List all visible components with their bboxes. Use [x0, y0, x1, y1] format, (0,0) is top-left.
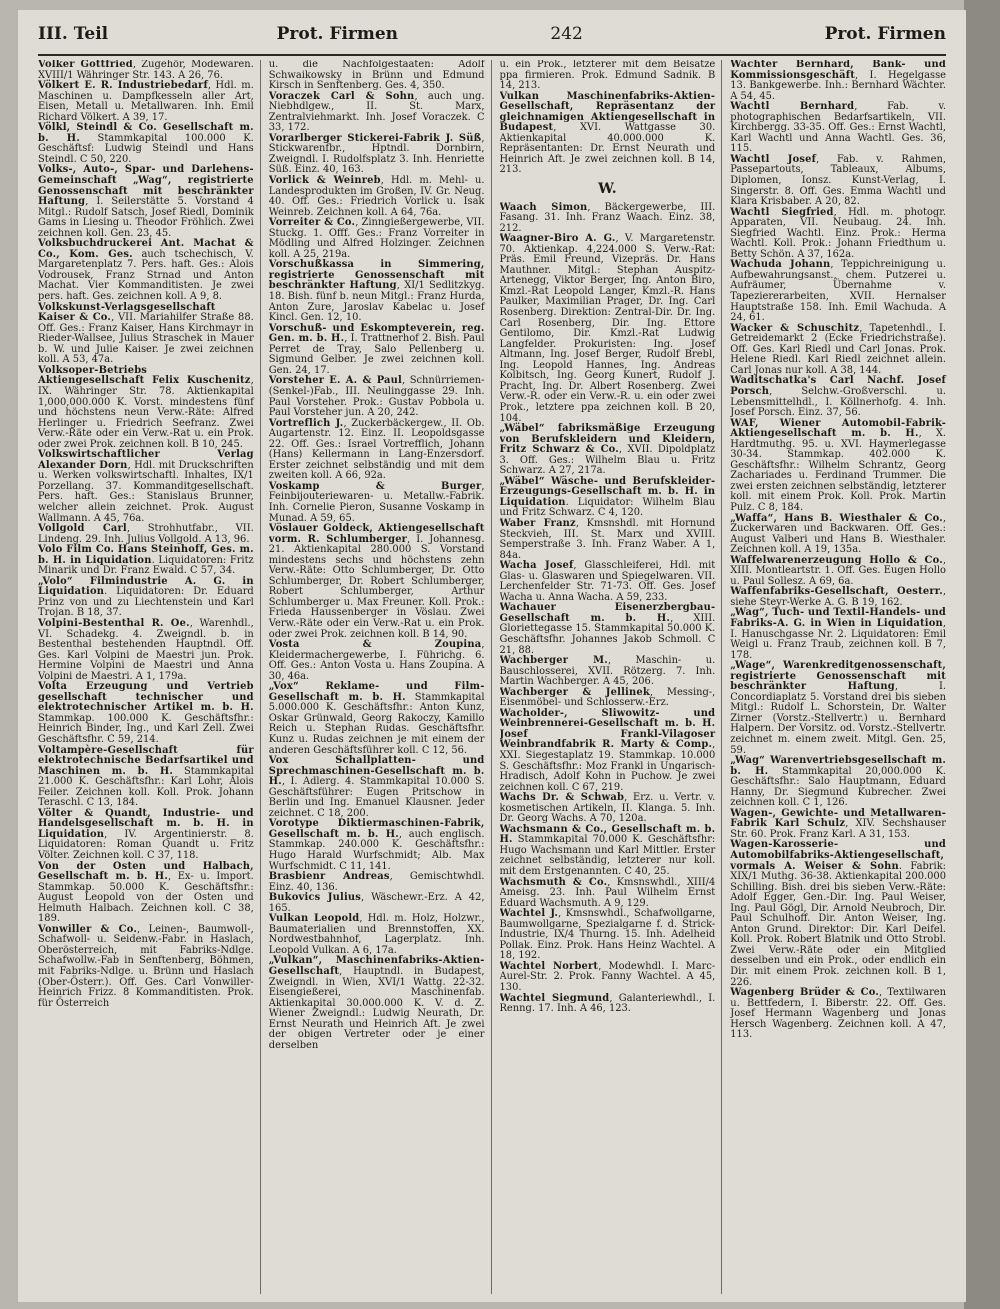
entry-details: , XIII. Gloriettegasse 15. Stammkapital 50.000 K. Geschäftsfhr. Johannes Jakob Schmoll. C 21, 88. — [499, 612, 716, 656]
column-3 — [500, 60, 723, 1294]
directory-entry — [500, 709, 716, 793]
page-header — [38, 24, 946, 52]
entry-details: , Erz. u. Vertr. v. kosmetischen Artikeln, II. Klanga. 5. Inh. Dr. Georg Wachs. A 70, 120a. — [499, 792, 716, 825]
entry-details: , X. Hardtmuthg. 95. u. XVI. Haymerlegasse 30-34. Stammkap. 402.000 K. Geschäftsfhr.: Wilhelm Schrantz, Georg Zachariades u. Ferdinand Trummer. Die zwei ersten zeichnen selbständig, letzterer koll. mit einem Prok. Koll. Prok. Martin Pulz. C 8, 184. — [730, 428, 946, 513]
firm-name: Volkskunst-Verlagsgesellschaft Kaiser & Co. — [38, 301, 216, 324]
firm-name: Wachtl Siegfried — [730, 206, 834, 218]
firm-name: Volpini-Bestenthal R. Oe. — [38, 617, 190, 629]
directory-entry — [38, 545, 254, 577]
firm-name: Wachberger & Jellinek — [499, 686, 650, 698]
entry-details: , Zuckerbäckergew., II. Ob. Augartenstr. 12. Einz. II. Leopoldsgasse 22. Off. Ges.: Israel Vortrefflich, Johann (Hans) Kellermann in Lang-Enzersdorf. Erster zeichnet selbständig und mit dem zweiten koll. A 66, 92a. — [268, 417, 485, 482]
firm-name: Wachuda Johann — [730, 259, 831, 271]
firm-name: Wachtel J. — [499, 908, 559, 920]
directory-entry — [38, 239, 254, 302]
column-1 — [38, 60, 261, 1294]
directory-entry — [500, 203, 716, 235]
firm-name: „Volo“ Filmindustrie A. G. in Liquidation — [38, 575, 254, 598]
directory-entry — [730, 419, 946, 514]
directory-entry — [500, 994, 716, 1015]
firm-name: „Wag“, Tuch- und Textil-Handels- und Fabriks-A. G. in Wien in Liquidation — [730, 607, 946, 629]
firm-name: „Vox“ Reklame- und Film-Gesellschaft m. b. H. — [268, 681, 485, 703]
entry-details: , Schnürriemen-(Senkel-)Fab., III. Neulinggasse 29. Inh. Paul Vorsteher. Prok.: Gustav Pobbola u. Paul Vorsteher jun. A 20, 242. — [268, 375, 485, 419]
directory-entry — [38, 60, 254, 81]
entry-details: , Wäschewr.-Erz. A 42, 165. — [268, 892, 485, 914]
entry-details: , Strohhutfabr., VII. Lindeng. 29. Inh. Julius Vollgold. A 13, 96. — [38, 523, 254, 545]
firm-name: Wachtel Norbert — [499, 960, 599, 972]
entry-details: , I. Hanuschgasse Nr. 2. Liquidatoren: Emil Weigl u. Franz Traub, zeichnen koll. B 7, 178. — [730, 617, 946, 661]
firm-name: Vorschußkassa in Simmering, registrierte Genossenschaft mit beschränkter Haftung — [268, 259, 485, 292]
entry-details: , siehe Steyr-Werke A. G. B 19, 162. — [730, 586, 946, 608]
firm-name: Waagner-Biro A. G. — [499, 233, 616, 245]
entry-details: auch tschechisch, V. Margaretenplatz 7. Pers. haft. Ges.: Alois Vodrousek, Franz Strnad und Anton Machat. Vier Kommanditisten. Je zwei pers. haft. Ges. zeichnen koll. A 9, 8. — [38, 248, 254, 303]
entry-details: , Hdl. m. Mehl- u. Landesprodukten im Großen, IV. Gr. Neug. 40. Off. Ges.: Friedrich Vorlick u. Isak Weinreb. Zeichnen koll. A 64, 76a. — [268, 175, 485, 218]
entry-details: , XVII. Dipoldplatz 3. Off. Ges.: Wilhelm Blau u. Fritz Schwarz. A 27, 217a. — [499, 444, 716, 477]
firm-name: „Waffa“, Hans B. Wiesthaler & Co. — [730, 512, 943, 524]
firm-name: Wachsmuth & Co. — [499, 876, 608, 888]
directory-entry — [269, 134, 485, 176]
column-2 — [269, 60, 492, 1294]
directory-entry — [730, 60, 946, 102]
firm-name: Wachberger M. — [499, 655, 608, 667]
entry-details: , I. Adlerg. 4. Stammkapital 10.000 S. Geschäftsführer: Eugen Pritschow in Berlin und Ing. Emanuel Klausner. Jeder zeichnet. C 18, 200. — [268, 776, 485, 819]
firm-name: Völkert E. R. Industriebedarf — [38, 80, 208, 92]
directory-entry — [269, 524, 485, 640]
right-running-title: Prot. Firmen — [824, 24, 946, 44]
firm-name: Voltampère-Gesellschaft für elektrotechnische Bedarfsartikel und Maschinen m. b. H. — [38, 744, 254, 777]
directory-entry — [269, 872, 485, 893]
firm-name: Vorschuß- und Eskompteverein, reg. Gen. m. b. H. — [268, 322, 485, 345]
firm-name: Brasbienr Andreas — [268, 871, 390, 883]
entry-details: , V. Margaretenstr. 70. Aktienkap. 4,224.000 S. Verw.-Rat: Präs. Emil Freund, Vizepräs. Dr. Hans Mauthner. Mitgl.: Stephan Auspitz-Artenegg, Viktor Berger, Ing. Anton Biro, Kmzl.-Rat Leopold Langer, Kmzl.-R. Hans Paulker, Maximilian Prager, Dr. Ing. Carl Rosenberg. Direktion: Zentral-Dir. Dr. Ing. Carl Rosenberg, Dir. Ing. Ettore Gentilomo, Dir. Kmzl.-Rat Ludwig Langfelder. Prokuristen: Ing. Josef Altmann, Ing. Josef Berger, Rudolf Brebl, Ing. Leopold Hannes, Ing. Andreas Kolbitsch, Ing. Georg Kunert, Rudolf J. Pracht, Ing. Dr. Albert Rosenberg. Zwei Verw.-R. oder ein Verw.-R. u. ein oder zwei Prok., letztere ppa zeichnen koll. B 20, 104. — [499, 233, 716, 424]
directory-entry — [500, 656, 716, 688]
directory-entry — [269, 260, 485, 323]
firm-name: „Wäbel“ Wäsche- und Berufskleider-Erzeugungs-Gesellschaft m. b. H. in Liquidation — [499, 475, 716, 508]
directory-entry — [269, 218, 485, 260]
entry-details: , Hdl. m. photogr. Apparaten, VII. Neubaug. 24. Inh. Siegfried Wachtl. Einz. Prok.: Herma Wachtl. Koll. Prok.: Johann Friedthum u. Betty Schön. A 37, 162a. — [730, 206, 946, 260]
directory-entry — [730, 840, 946, 988]
firm-name: Volksoper-Betriebs Aktiengesellschaft Felix Kuschenitz — [38, 364, 251, 387]
firm-name: „Wäbel“ fabriksmäßige Erzeugung von Berufskleidern und Kleidern, Fritz Schwarz & Co. — [499, 423, 716, 456]
firm-name: Wachtel Siegmund — [499, 992, 610, 1004]
directory-entry — [500, 825, 716, 878]
entry-details: , Selchw.-Großverschl. u. Lebensmittelhdl., I. Köllnerhofg. 4. Inh. Josef Porsch. Einz. 37, 56. — [730, 385, 946, 419]
firm-name: Vorarlberger Stickerei-Fabrik J. Süß — [268, 132, 482, 144]
firm-name: Vorotype Diktiermaschinen-Fabrik, Gesellschaft m. b. H. — [268, 818, 485, 840]
directory-entry — [500, 962, 716, 994]
entry-details: , Stickwarenfbr., Hptndl. Dornbirn, Zweigndl. I. Rudolfsplatz 3. Inh. Henriette Süß. Einz. 40, 163. — [268, 132, 485, 176]
firm-name: Wachs Dr. & Schwab — [499, 792, 625, 804]
directory-entry — [500, 909, 716, 962]
directory-entry — [38, 619, 254, 682]
entry-details: Stammkapital 100.000 K. Geschäftsf: Ludwig Steindl und Hans Steindl. C 50, 220. — [38, 132, 254, 165]
directory-page — [18, 10, 966, 1302]
directory-entry — [500, 519, 716, 561]
entry-details: , Kmsnswhdl., XIII/4 Ameisg. 23. Inh. Paul Wilhelm Ernst Eduard Wachsmuth. A 9, 129. — [499, 876, 716, 909]
firm-name: Wagen-, Gewichte- und Metallwaren-Fabrik Karl Schulz — [730, 807, 946, 830]
directory-entry — [730, 608, 946, 661]
entry-details: . Liquidator: Wilhelm Blau und Fritz Schwarz. C 4, 120. — [499, 496, 716, 519]
directory-entry — [730, 756, 946, 809]
firm-name: Waach Simon — [499, 201, 588, 213]
firm-name: Vonwiller & Co. — [38, 923, 137, 935]
firm-name: Wächter Bernhard, Bank- und Kommissionsgeschäft — [730, 60, 946, 81]
firm-name: „Vulkan“, Maschinenfabriks-Aktien-Gesellschaft — [268, 955, 485, 978]
firm-name: Waffelwarenerzeugung Hollo & Co. — [730, 554, 943, 566]
entry-details: , Tapetenhdl., I. Getreidemarkt 2 (Ecke Friedrichstraße). Off. Ges. Karl Riedl und Carl Jonas. Prok. Helene Riedl. Karl Riedl zeichnet allein. Carl Jonas nur koll. A 38, 144. — [730, 322, 946, 376]
entry-details: u. die Nachfolgestaaten: Adolf Schwaikowsky in Brünn und Edmund Kirsch in Senftenberg. Ges. 4, 350. — [268, 60, 485, 92]
entry-details: , Galanteriewhdl., I. Renng. 17. Inh. A 46, 123. — [499, 992, 716, 1015]
entry-details: , Bäckergewerbe, III. Fasang. 31. Inh. Franz Waach. Einz. 38, 212. — [499, 201, 716, 234]
firm-name: Wacker & Schuschitz — [730, 322, 860, 334]
directory-entry — [500, 60, 716, 92]
directory-entry — [269, 682, 485, 756]
firm-name: Wacha Josef — [499, 560, 574, 572]
section-letter: W. — [598, 181, 617, 198]
directory-entry — [38, 809, 254, 862]
entry-details: , Teppichreinigung u. Aufbewahrungsanst., chem. Putzerei u. Aufräumer, Übernahme v. Tapeziererarbeiten, XVII. Hernalser Hauptstraße 158. Inh. Emil Wachuda. A 24, 61. — [730, 259, 946, 324]
entry-details: , Hdl. m. Maschinen u. Dampfkesseln aller Art, Eisen, Metall u. Metallwaren. Inh. Emil Richard Völkert. A 39, 17. — [38, 80, 254, 123]
firm-name: Vox Schallplatten- und Sprechmaschinen-Gesellschaft m. b. H. — [268, 755, 485, 788]
firm-name: Vortreflich J. — [268, 417, 344, 429]
firm-name: Vollgold Carl — [38, 523, 127, 535]
entry-details: , Glasschleiferei, Hdl. mit Glas- u. Glaswaren und Spiegelwaren. VII. Lerchenfelder Str. 71-73. Off. Ges. Josef Wacha u. Anna Wacha. A 59, 233. — [499, 560, 716, 603]
header-rule — [38, 54, 946, 56]
directory-entry — [269, 60, 485, 92]
firm-name: Wachtl Josef — [730, 153, 817, 165]
left-running-title: Prot. Firmen — [276, 24, 399, 44]
page-number: 242 — [550, 24, 583, 44]
directory-entry — [38, 303, 254, 366]
entry-details: , IV. Argentinierstr. 8. Liquidatoren: Roman Quandt u. Fritz Völter. Zeichnen koll. C 37, 118. — [38, 828, 254, 862]
entry-details: , Kmsnshdl. mit Hornund Steckvieh, III. St. Marx und XVIII. Semperstraße 3. Inh. Franz Waber. A 1, 84a. — [499, 517, 716, 561]
directory-entry — [730, 155, 946, 208]
entry-details: , Gemischtwhdl. Einz. 40, 136. — [268, 871, 485, 893]
directory-entry — [269, 819, 485, 872]
entry-details: , I. Trattnerhof 2. Bish. Paul Perret de Tray, Salo Pellenberg u. Sigmund Gelber. Je zwei zeichnen koll. Gen. 24, 17. — [268, 333, 485, 376]
directory-entry — [269, 92, 485, 134]
entry-details: , Modewhdl. I. Marc-Aurel-Str. 2. Prok. Fanny Wachtel. A 45, 130. — [499, 960, 716, 994]
entry-details: Stammkapital 20,000.000 K. Geschäftsfhr.: Salo Hauptmann, Eduard Hanny, Dr. Siegmund Kubrecher. Zwei zeichnen koll. C 1, 126. — [730, 765, 946, 809]
directory-entry — [500, 424, 716, 477]
directory-entry — [38, 746, 254, 809]
entry-details: , auch ung. Niebhdlgew., II. St. Marx, Zentralviehmarkt. Inh. Josef Voraczek. C 33, 172. — [268, 90, 485, 134]
firm-name: „Wag“ Warenvertriebsgesellschaft m. b. H. — [730, 755, 946, 777]
entry-details: , VII. Mariahilfer Straße 88. Off. Ges.: Franz Kaiser, Hans Kirchmayr in Rieder-Wallsee, Julius Straschek in Mauer b. W. und Julie Kaiser. Je zwei zeichnen koll. A 53, 47a. — [38, 312, 254, 366]
directory-entry — [269, 482, 485, 524]
entry-details: , Zugehör, Modewaren. XVIII/1 Währinger Str. 143. A 26, 76. — [38, 60, 254, 81]
directory-entry — [269, 640, 485, 682]
firm-name: Vöslauer Goldeck, Aktiengesellschaft vorm. R. Schlumberger — [268, 523, 485, 545]
entry-details: , Leinen-, Baumwoll-, Schafwoll- u. Seidenw.-Fabr. in Haslach, Oberösterreich, mit Fabriks-Ndlge. Schafwollw.-Fab in Senftenberg, Böhmen, mit Fabriks-Ndlge. u. Brünn und Haslach (Ober-Österr.). Off. Ges. Carl Vonwiller-Heinrich Frizz. 8 Kommanditisten. Prok. für Österreich — [38, 923, 254, 1009]
firm-name: Volkswirtschaftlicher Verlag Alexander Dorn — [38, 449, 254, 471]
entry-details: , XVI. Wattgasse 30. Aktienkapital 40.000.000 K. Repräsentanten: Dr. Ernst Neurath und Heinrich Aft. Je zwei zeichnen koll. B 14, 213. — [499, 122, 716, 176]
column-4 — [730, 60, 952, 1294]
directory-entry — [269, 419, 485, 482]
directory-entry — [730, 324, 946, 377]
firm-name: Vorreiter & Co. — [268, 217, 356, 229]
firm-name: Völkl, Steindl & Co. Gesellschaft m. b. H. — [38, 122, 254, 144]
entry-details: , Fab. v. Rahmen, Passepartouts, Tableaux, Albums, Diplomen, Ionsz. Kunst-Verlag, I. Singerstr. 8. Off. Ges. Emma Wachtl und Klara Krisbaber. A 20, 82. — [730, 153, 946, 208]
entry-details: Stammkap. 100.000 K. Geschäftsfhr.: Heinrich Binder, Ing., und Karl Zell. Zwei Geschäftsfhr. C 59, 214. — [38, 712, 254, 745]
firm-name: Wagen-Karosserie- und Automobilfabriks-Aktiengesellschaft, vormals A. Weiser & Sohn — [730, 839, 946, 872]
entry-details: , Kmsnswhdl., Schafwollgarne, Baumwollgarne, Spezialgarne f. d. Strick-Industrie, IX/4 Thurng. 15. Inh. Adelheid Pollak. Einz. Prok. Hans Heinz Wachtel. A 18, 192. — [499, 908, 716, 962]
directory-entry — [500, 603, 716, 656]
directory-entry — [730, 102, 946, 155]
entry-details: , Zuckerwaren und Backwaren. Off. Ges.: August Valberi und Hans B. Wiesthaler. Zeichnen koll. A 19, 135a. — [730, 512, 946, 556]
entry-details: , XXI. Siegestaplatz 19. Stammkap. 10.000 S. Geschäftsfhr.: Moz Frankl in Ungarisch-Hradisch, Adolf Kohn in Puchow. Je zwei zeichnen koll. C 67, 219. — [499, 739, 716, 793]
directory-entry — [269, 324, 485, 377]
directory-entry — [38, 450, 254, 524]
entry-details: , XIII. Montleartstr. 1. Off. Ges. Eugen Hollo u. Paul Sollesz. A 69, 6a. — [730, 554, 946, 587]
firm-name: Vulkan Maschinenfabriks-Aktien-Gesellschaft, Repräsentanz der gleichnamigen Aktiengesellschaft in Budapest — [499, 90, 716, 134]
directory-entry — [38, 165, 254, 239]
firm-name: „Wage“, Warenkreditgenossenschaft, registrierte Genossenschaft mit beschränkter Haftung — [730, 660, 946, 693]
directory-entry — [730, 514, 946, 556]
entry-details: , Ex- u. Import. Stammkap. 50.000 K. Geschäftsfhr.: August Leopold von der Osten und Helmuth Halbach. Zeichnen koll. C 38, 189. — [38, 871, 254, 925]
entry-details: , Kleidermachergewerbe, I. Führichg. 6. Off. Ges.: Anton Vosta u. Hans Zoupina. A 30, 46a. — [268, 639, 485, 682]
entry-details: , Textilwaren u. Bettfedern, I. Biberstr. 22. Off. Ges. Josef Hermann Wagenberg und Jonas Hersch Wagenberg. Zeichnen koll. A 47, 113. — [730, 987, 946, 1041]
entry-details: , IX. Währinger Str. 78. Aktienkapital 1,000,000.000 K. Vorst. mindestens fünf und höchstens neun Verw.-Räte: Alfred Herlinger u. Friedrich Seefranz. Zwei Verw.-Räte oder ein Verw.-Rat u. ein Prok. oder zwei Prok. zeichnen koll. B 10, 245. — [38, 375, 254, 450]
directory-entry — [730, 208, 946, 261]
firm-name: Volksbuchdruckerei Ant. Machat & Co., Kom. Ges. — [38, 238, 254, 260]
page-edge-shadow — [964, 0, 1000, 1309]
directory-entry — [38, 524, 254, 545]
entry-details: , I. Hegelgasse 13. Bankgewerbe. Inh.: Bernhard Wächter. A 54, 45. — [730, 69, 946, 102]
entry-details: , Messing-, Eisenmöbel- und Schlosserw.-Erz. — [499, 686, 716, 709]
entry-details: , Hauptndl. in Budapest, Zweigndl. in Wien, XVI/1 Wattg. 22-32. Eisengießerei, Maschinenfab. Aktienkapital 30.000.000 K. V. d. Z. Wiener Zweigndl.: Ludwig Neurath, Dr. Ernst Neurath und Heinrich Aft. Je zwei der obigen Vertreter oder je einer derselben — [268, 966, 485, 1051]
firm-name: Waditschatka's Carl Nachf. Josef Porsch — [730, 375, 946, 397]
directory-entry — [38, 862, 254, 925]
entry-details: , I. Johannesg. 21. Aktienkapital 280.000 S. Vorstand mindestens sechs und höchstens zehn Verw.-Räte: Otto Schlumberger, Dr. Otto Schlumberger, Dr. Robert Schlumberger, Robert Schlumberger, Arthur Schlumberger u. Max Freuner. Koll. Prok.: Frieda Haussenberger in Vöslau. Zwei Verw.-Räte oder ein Verw.-Rat u. ein Prok. oder zwei Prok. zeichnen koll. B 14, 90. — [268, 533, 485, 640]
directory-entry — [730, 587, 946, 608]
entry-details: , Fab. v. photographischen Bedarfsartikeln, VII. Kirchbergg. 33-35. Off. Ges.: Ernst Wachtl, Karl Wachtl und Anna Wachtl. Ges. 36, 115. — [730, 101, 946, 155]
directory-entry — [269, 376, 485, 418]
directory-entry — [730, 988, 946, 1041]
entry-details: , Feinbijouteriewaren- u. Metallw.-Fabrik. Inh. Cornelie Pieron, Susanne Voskamp in Munad. A 59, 65. — [268, 480, 485, 524]
directory-entry — [730, 809, 946, 841]
entry-details: , Warenhdl., VI. Schadekg. 4. Zweigndl. b. in Bestenthal bestehenden Hauptndl. Off. Ges. Karl Volpini de Maestri jun. Prok. Hermine Volpini de Maestri und Anna Volpini de Maestri. A 1, 179a. — [38, 617, 254, 682]
entry-details: , Maschin- u. Bauschlosserei, XVII. Rötzerg. 7. Inh. Martin Wachberger. A 45, 206. — [499, 655, 716, 688]
firm-name: Vulkan Leopold — [268, 913, 360, 925]
firm-name: Waber Franz — [499, 517, 576, 529]
directory-entry — [500, 793, 716, 825]
directory-entry — [38, 366, 254, 450]
firm-name: Volta Erzeugung und Vertrieb gesellschaft technischer und elektrotechnischer Artikel m. b. H. — [38, 681, 254, 714]
directory-entry — [500, 688, 716, 709]
directory-entry — [730, 260, 946, 323]
entry-details: , Zinngießergewerbe, VII. Stuckg. 1. Offf. Ges.: Franz Vorreiter in Mödling und Alfred Holzinger. Zeichnen koll. A 25, 219a. — [268, 217, 485, 260]
directory-entry — [500, 561, 716, 603]
directory-entry — [38, 682, 254, 745]
firm-name: Voskamp & Burger — [268, 480, 482, 492]
entry-details: , I. Concordiaplatz 5. Vorstand drei bis sieben Mitgl.: Rudolf L. Schorstein, Dr. Walter Zirner (Vorstz.-Stellvertr.) u. Bernhard Halpern. Der Vorsitz. od. Vorstz.-Stellvertr. zeichnet m. einem zweit. Mitgl. Gen. 25, 59. — [730, 681, 946, 756]
firm-name: Bukovics Julius — [268, 892, 362, 904]
entry-details: Stammkapital 70.000 K. Geschäftsfhr: Hugo Wachsmann und Karl Mittler. Erster zeichnet selbständig, letzterer nur koll. mit dem Erstgenannten. C 40, 25. — [499, 834, 716, 878]
firm-name: Wacholder-, Sliwowitz- und Weinbrennerei-Gesellschaft m. b. H. Josef Frankl-Vilagoser Weinbrandfabrik R. Marty & Comp. — [499, 707, 716, 751]
directory-entry — [38, 81, 254, 123]
firm-name: Wachsmann & Co., Gesellschaft m. b. H. — [499, 823, 716, 846]
directory-entry — [38, 123, 254, 165]
firm-name: Wachauer Eisenerzbergbau-Gesellschaft m. b. H. — [499, 602, 716, 624]
entry-details: . Liquidatoren: Dr. Eduard Prinz von und zu Liechtenstein und Karl Trojan. B 18, 37. — [38, 586, 254, 619]
entry-details: , I. Seilerstätte 5. Vorstand 4 Mitgl.: Rudolf Satsch, Josef Riedl, Dominik Gams in Liesing u. Theodor Fröhlich. Zwei zeichnen koll. Gen. 23, 45. — [38, 196, 254, 239]
directory-entry — [500, 234, 716, 424]
column-container — [38, 60, 952, 1294]
entry-details: , XIV. Sechshauser Str. 60. Prok. Franz Karl. A 31, 153. — [730, 818, 947, 840]
firm-name: Völter & Quandt, Industrie- und Handelsgesellschaft m. b. H. in Liquidation — [38, 807, 254, 840]
entry-details: , Hdl. mit Druckschriften u. Werken volkswirtschaftl. Inhaltes, IX/1 Porzellang. 37. Kommanditgesellschaft. Pers. haft. Ges.: Stanislaus Brunner, welcher allein zeichnet. Prok. August Wallmann. A 45, 76a. — [38, 459, 254, 524]
part-label: III. Teil — [38, 24, 109, 44]
directory-entry — [269, 956, 485, 1051]
directory-entry — [38, 925, 254, 1009]
entry-details: Stammkapital 5.000.000 K. Geschäftsfhr.: Anton Kunz, Oskar Grünwald, Georg Rakoczy, Kamillo Reich u. Stephan Rudas. Geschäftsfhr. Kunz u. Rudas zeichnen je mit einem der anderen Geschäftsführer koll. C 12, 56. — [268, 691, 485, 756]
firm-name: Waffenfabriks-Gesellschaft, Oesterr. — [730, 586, 943, 598]
directory-entry — [730, 376, 946, 418]
directory-entry — [269, 176, 485, 218]
directory-entry — [269, 914, 485, 956]
firm-name: Voraczek Carl & Sohn — [268, 90, 415, 102]
firm-name: Völker Gottfried — [38, 60, 133, 70]
entry-details: , XI/1 Sedlitzkyg. 18. Bish. fünf b. neun Mitgl.: Franz Hurda, Anton Zure, Jaroslav Kabelac u. Josef Kincl. Gen. 12, 10. — [268, 280, 485, 324]
entry-details: . Fabrik: XIX/1 Muthg. 36-38. Aktienkapital 200.000 Schilling. Bish. drei bis sieben Verw.-Räte: Adolf Egger, Gen.-Dir. Ing. Paul Weiser, Ing. Paul Gögl, Dir. Arnold Neubroch, Dir. Paul Schulhoff. Dir. Anton Weiser, Ing. Anton Grund. Direktor: Dir. Karl Deifel. Koll. Prok. Robert Blatnik und Otto Strobl. Zwei Verw.-Räte oder ein Mitglied desselben und ein Prok., oder endlich ein Dir. mit einem Prok. zeichnen koll. B 1, 226. — [730, 860, 947, 988]
directory-entry — [500, 92, 716, 176]
entry-details: . Liquidatoren: Fritz Minarik und Dr. Franz Ewald. C 57, 34. — [38, 554, 254, 577]
directory-entry — [269, 756, 485, 819]
firm-name: WAF, Wiener Automobil-Fabrik-Aktiengesellschaft m. b. H. — [730, 417, 946, 440]
firm-name: Volks-, Auto-, Spar- und Darlehens-Gemeinschaft „Wag“, registrierte Genossenschaft mit beschränkter Haftung — [38, 164, 254, 208]
firm-name: Vosta & Zoupina — [268, 639, 482, 651]
directory-entry — [38, 577, 254, 619]
entry-details: Stammkapital 21.000 K. Geschäftsfhr.: Karl Lohr, Alois Feiler. Zeichnen koll. Koll. Prok. Johann Teraschl. C 13, 184. — [38, 765, 254, 809]
directory-entry — [730, 556, 946, 588]
firm-name: Von der Osten und Halbach, Gesellschaft m. b. H. — [38, 860, 254, 883]
firm-name: Volo Film Co. Hans Steinhoff, Ges. m. b. H. in Liquidation — [38, 544, 254, 566]
firm-name: Wachtl Bernhard — [730, 101, 855, 113]
directory-entry — [730, 661, 946, 756]
firm-name: Wagenberg Brüder & Co. — [730, 987, 879, 999]
directory-entry — [500, 477, 716, 519]
directory-entry — [500, 878, 716, 910]
firm-name: Vorsteher E. A. & Paul — [268, 375, 402, 387]
firm-name: Vorlick & Weinreb — [268, 175, 381, 187]
entry-details: u. ein Prok., letzterer mit dem Beisatze ppa firmieren. Prok. Edmund Sadnik. B 14, 213. — [499, 60, 716, 92]
directory-entry — [269, 893, 485, 914]
entry-details: , Hdl. m. Holz, Holzwr., Baumaterialien und Brennstoffen, XX. Nordwestbahnhof, Lagerplatz. Inh. Leopold Vulkan. A 6, 17a. — [268, 913, 485, 956]
entry-details: , auch englisch. Stammkap. 240.000 K. Geschäftsfhr.: Hugo Harald Wurfschmidt; Alb. Max Wurfschmidt. C 11, 141. — [268, 828, 485, 872]
